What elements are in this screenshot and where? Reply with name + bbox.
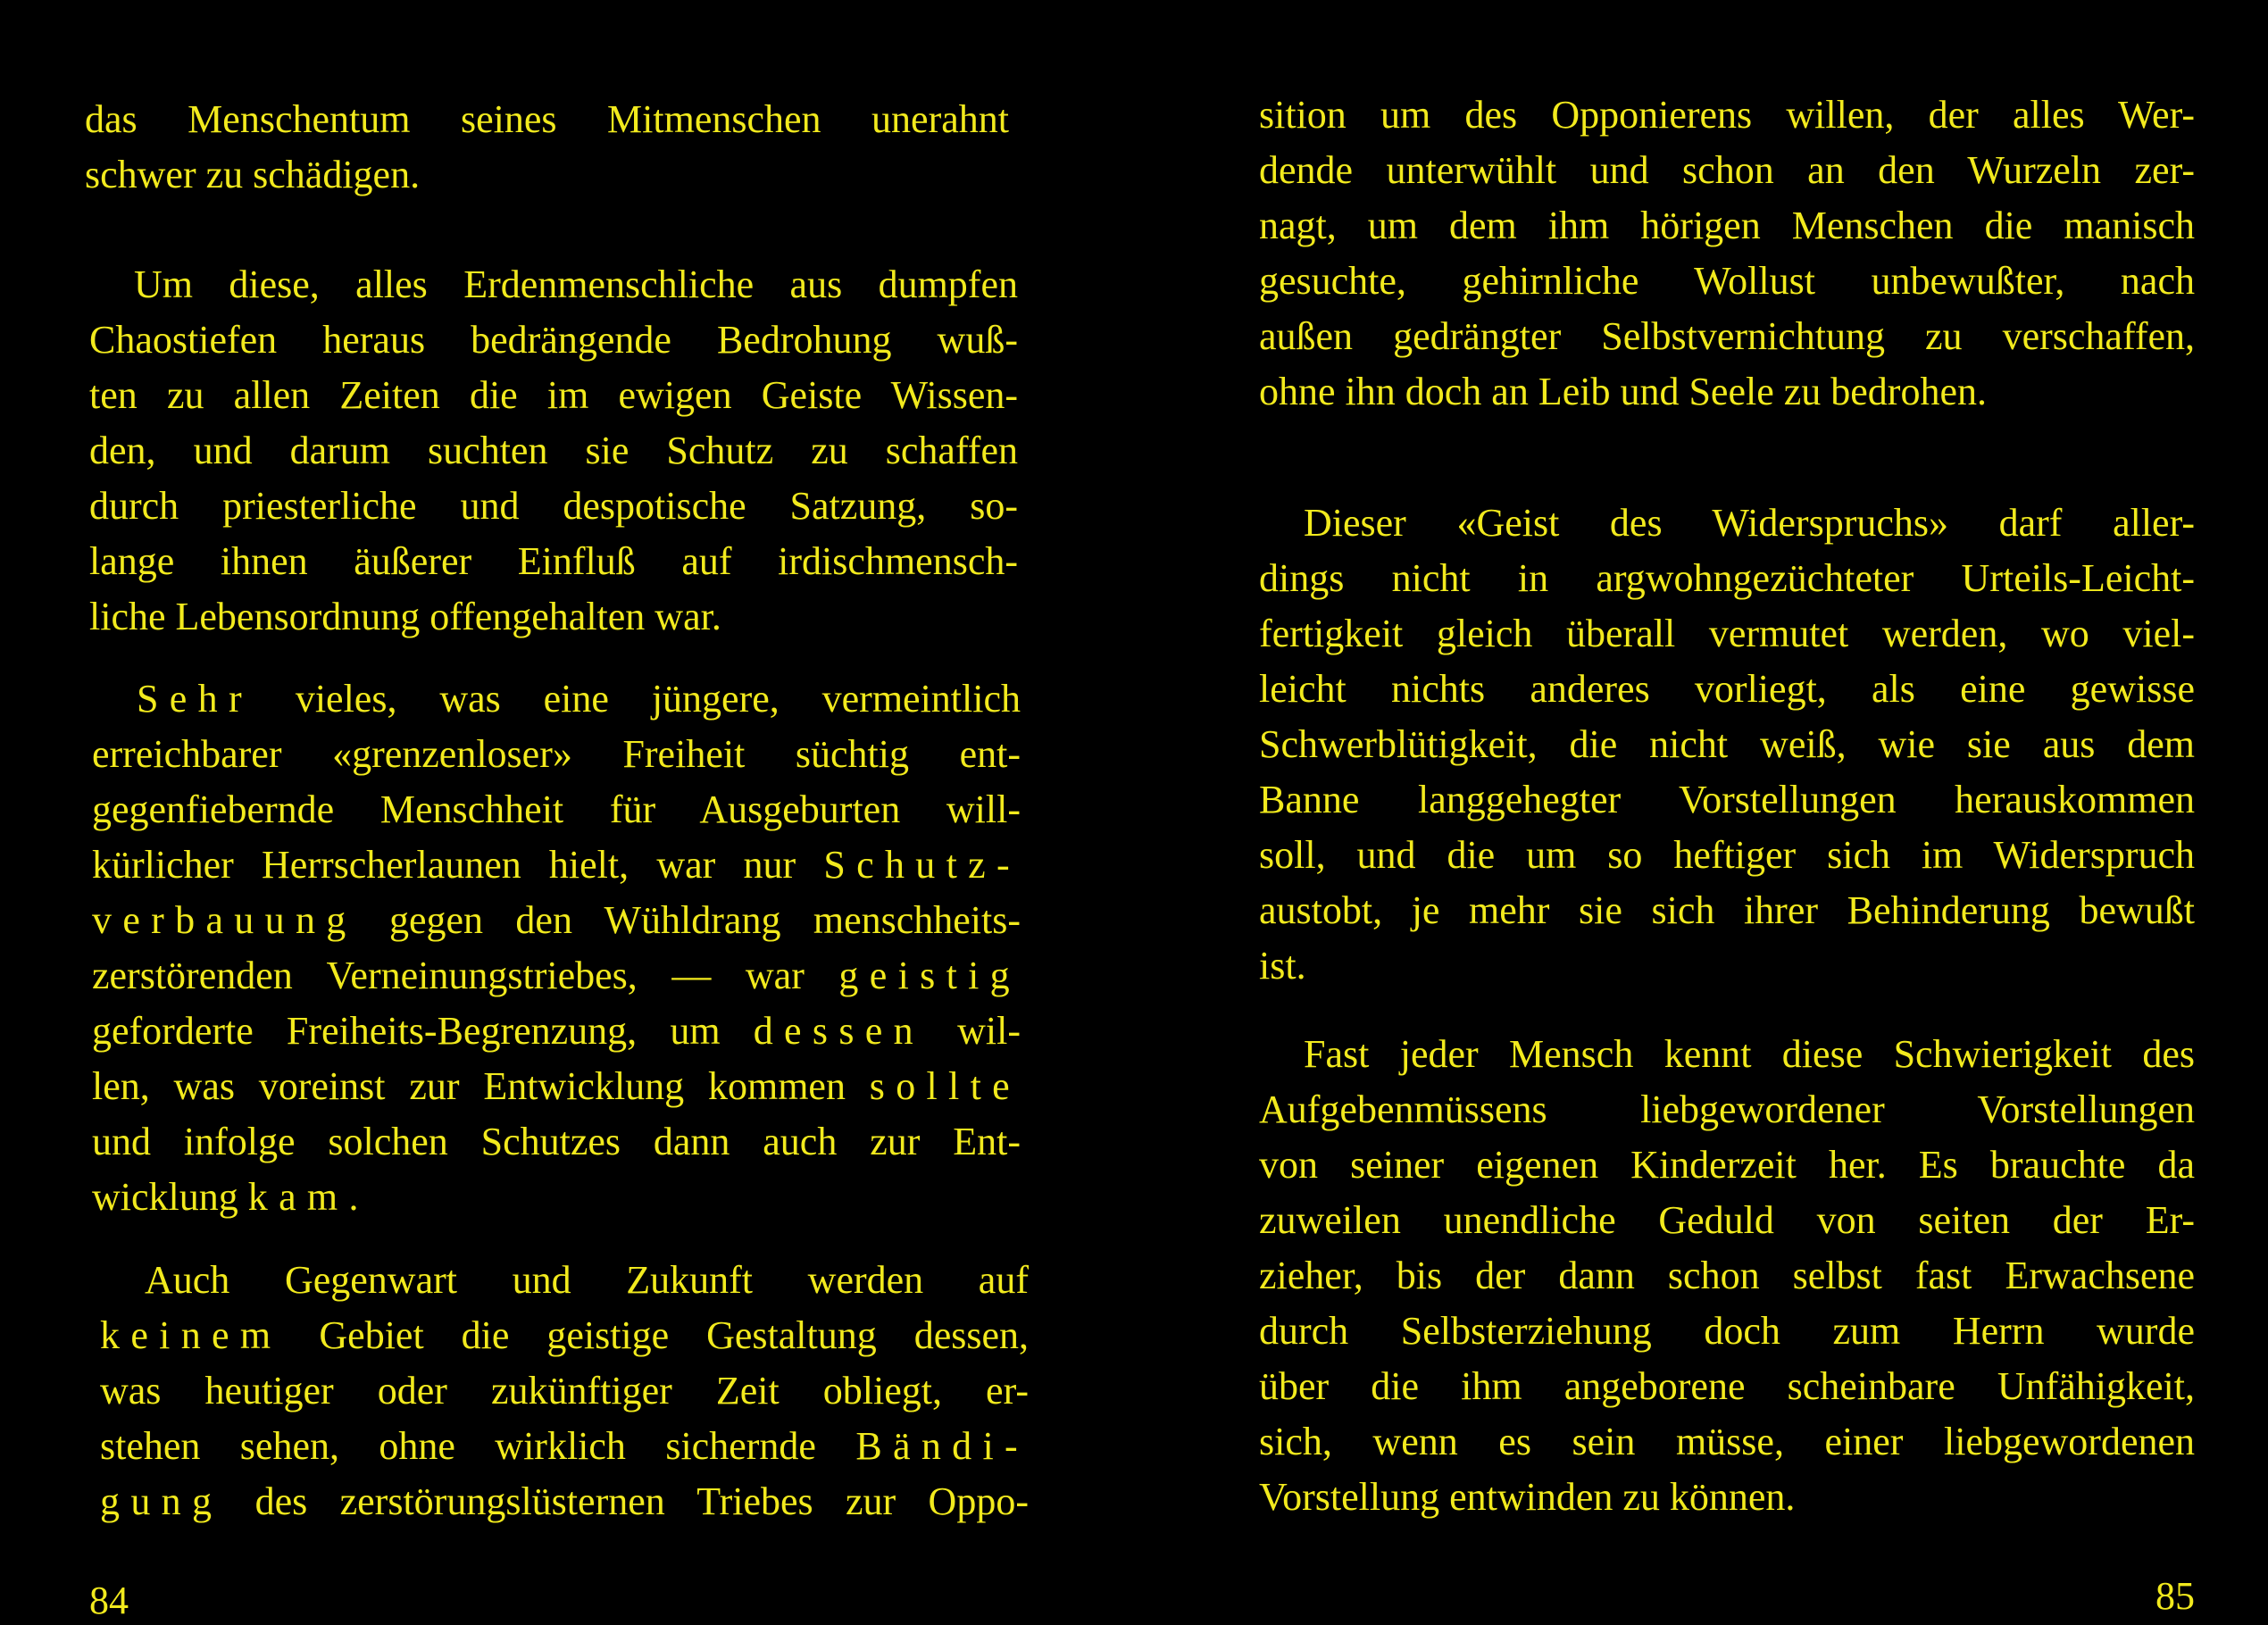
text-fragment: vieles, was eine jüngere, vermeintlich (252, 677, 1021, 721)
spaced-emphasis: dessen (753, 1009, 924, 1053)
text-line: zuweilen unendliche Geduld von seiten der Er- (1259, 1198, 2195, 1242)
left-paragraph-2 (89, 257, 1018, 645)
text-line: sition um des Opponierens willen, der alles Wer- (1259, 93, 2195, 137)
text-line: Banne langgehegter Vorstellungen herauskommen (1259, 778, 2195, 821)
spaced-emphasis: keinem (100, 1313, 282, 1357)
text-line: Fast jeder Mensch kennt diese Schwierigkeit des (1304, 1032, 2195, 1076)
page-number-left: 84 (89, 1579, 129, 1622)
spaced-emphasis: kam (247, 1175, 349, 1219)
text-line: Um diese, alles Erdenmenschliche aus dumpfen (134, 262, 1018, 306)
text-line: dings nicht in argwohngezüchteter Urteils-Leicht- (1259, 556, 2195, 600)
spaced-emphasis: Sehr (137, 677, 253, 721)
text-line: liche Lebensordnung offengehalten war. (89, 595, 721, 638)
text-line: Aufgebenmüssens liebgewordener Vorstellungen (1259, 1088, 2195, 1131)
text-line: Auch Gegenwart und Zukunft werden auf (145, 1258, 1029, 1302)
text-line: über die ihm angeborene scheinbare Unfähigkeit, (1259, 1364, 2195, 1408)
text-line: ohne ihn doch an Leib und Seele zu bedrohen. (1259, 370, 1987, 413)
text-line: Schwerblütigkeit, die nicht weiß, wie sie aus dem (1259, 722, 2195, 766)
text-fragment: des zerstörungslüsternen Triebes zur Oppo- (222, 1479, 1029, 1523)
text-fragment: geforderte Freiheits-Begrenzung, um (92, 1009, 754, 1053)
spaced-emphasis: sollte (869, 1064, 1021, 1108)
spaced-emphasis: geistig (838, 954, 1021, 997)
text-line: soll, und die um so heftiger sich im Widerspruch (1259, 833, 2195, 877)
text-line (92, 1059, 1021, 1114)
text-line: gesuchte, gehirnliche Wollust unbewußter, nach (1259, 259, 2195, 303)
spaced-emphasis: Schutz- (823, 843, 1021, 887)
right-page (1259, 0, 2195, 1625)
text-line: erreichbarer «grenzenloser» Freiheit süchtig ent- (92, 732, 1021, 776)
text-line: Vorstellung entwinden zu können. (1259, 1475, 1796, 1519)
text-line: durch Selbsterziehung doch zum Herrn wurde (1259, 1309, 2195, 1353)
text-line: Chaostiefen heraus bedrängende Bedrohung wuß- (89, 318, 1018, 362)
text-fragment: stehen sehen, ohne wirklich sichernde (100, 1424, 856, 1468)
text-line (100, 1308, 1029, 1363)
text-line (92, 1004, 1021, 1059)
text-line (100, 1419, 1029, 1474)
spaced-emphasis: verbauung (92, 898, 357, 942)
text-line: leicht nichts anderes vorliegt, als eine gewisse (1259, 667, 2195, 711)
right-paragraph-2 (1259, 496, 2195, 994)
text-line: nagt, um dem ihm hörigen Menschen die manisch (1259, 204, 2195, 247)
text-fragment: wil- (923, 1009, 1021, 1053)
page-number-right: 85 (2155, 1574, 2195, 1618)
text-fragment: len, was voreinst zur Entwicklung kommen (92, 1064, 870, 1108)
text-line (92, 893, 1021, 948)
text-line: dende unterwühlt und schon an den Wurzeln zer- (1259, 148, 2195, 192)
text-line: zieher, bis der dann schon selbst fast Erwachsene (1259, 1254, 2195, 1297)
right-paragraph-1 (1259, 88, 2195, 420)
text-line (92, 671, 1021, 727)
text-line (92, 948, 1021, 1004)
text-line: was heutiger oder zukünftiger Zeit obliegt, er- (100, 1369, 1029, 1412)
text-line: Dieser «Geist des Widerspruchs» darf aller- (1304, 501, 2195, 545)
text-line (92, 1170, 1021, 1225)
text-line: durch priesterliche und despotische Satzung, so- (89, 484, 1018, 528)
text-fragment: kürlicher Herrscherlaunen hielt, war nur (92, 843, 824, 887)
text-line: außen gedrängter Selbstvernichtung zu verschaffen, (1259, 314, 2195, 358)
text-fragment: Gebiet die geistige Gestaltung dessen, (281, 1313, 1029, 1357)
text-line: schwer zu schädigen. (85, 153, 421, 196)
left-paragraph-3 (92, 671, 1021, 1225)
text-line: gegenfiebernde Menschheit für Ausgeburten will- (92, 788, 1021, 831)
text-line: ten zu allen Zeiten die im ewigen Geiste Wissen- (89, 373, 1018, 417)
text-line: fertigkeit gleich überall vermutet werden, wo viel- (1259, 612, 2195, 655)
right-paragraph-3 (1259, 1027, 2195, 1525)
text-line (100, 1474, 1029, 1529)
text-line: ist. (1259, 944, 1306, 988)
left-page (85, 0, 1027, 1625)
text-fragment: wicklung (92, 1175, 248, 1219)
spaced-emphasis: Bändi- (855, 1424, 1029, 1468)
spaced-emphasis: gung (100, 1479, 223, 1523)
text-line: sich, wenn es sein müsse, einer liebgewordenen (1259, 1420, 2195, 1463)
text-line: den, und darum suchten sie Schutz zu schaffen (89, 429, 1018, 472)
text-line: und infolge solchen Schutzes dann auch zur Ent- (92, 1120, 1021, 1163)
text-line (92, 838, 1021, 893)
text-line: von seiner eigenen Kinderzeit her. Es brauchte da (1259, 1143, 2195, 1187)
text-line: das Menschentum seines Mitmenschen unerahnt (85, 97, 1009, 141)
left-paragraph-1 (85, 92, 1009, 203)
text-line: lange ihnen äußerer Einfluß auf irdischmensch- (89, 539, 1018, 583)
text-fragment: . (348, 1175, 359, 1219)
text-fragment: zerstörenden Verneinungstriebes, — war (92, 954, 839, 997)
text-fragment: gegen den Wühldrang menschheits- (356, 898, 1021, 942)
left-paragraph-4 (100, 1253, 1029, 1529)
text-line: austobt, je mehr sie sich ihrer Behinderung bewußt (1259, 888, 2195, 932)
